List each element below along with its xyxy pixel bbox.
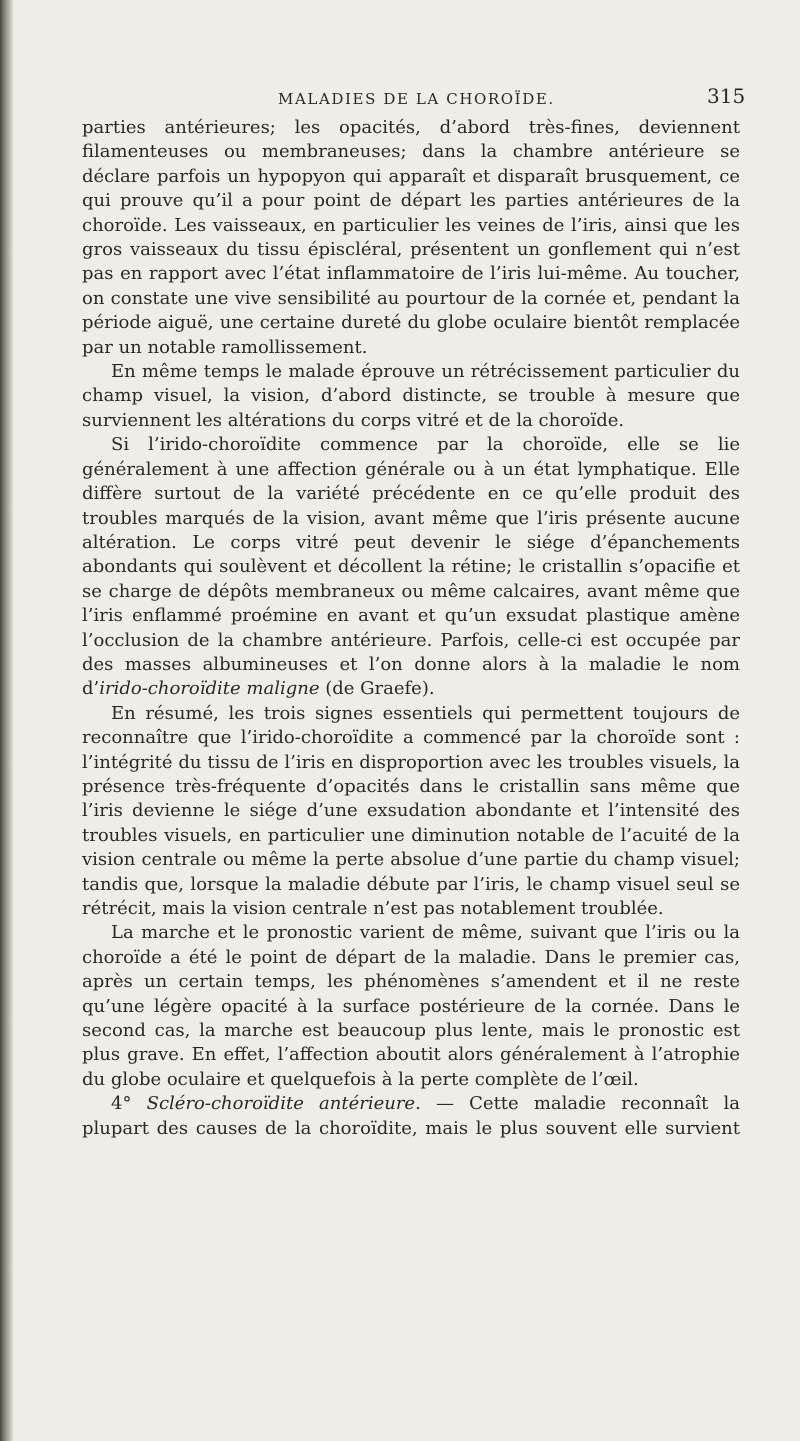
paragraph	[82, 433, 740, 701]
paragraph-text: La marche et le pronostic varient de même, suivant que l’iris ou la choroïde a été le point de départ de la maladie. Dans le premier cas, après un certain temps, les phénomènes s’amendent et il ne reste qu’une légère opacité à la surface postérieure de la cornée. Dans le second cas, la marche est beaucoup plus lente, mais le pronostic est plus grave. En effet, l’affection aboutit alors généralement à l’atrophie du globe oculaire et quelquefois à la perte complète de l’œil.	[82, 922, 740, 1090]
paragraph-text: (de Graefe).	[319, 678, 435, 700]
page-binding-edge	[0, 0, 14, 1441]
paragraph	[82, 360, 740, 433]
paragraph-text: Si l’irido-choroïdite commence par la choroïde, elle se lie généralement à une affection générale ou à un état lymphatique. Elle diffère surtout de la variété précédente en ce qu’elle produit des troubles marqués de la vision, avant même que l’iris présente aucune altération. Le corps vitré peut devenir le siége d’épanchements abondants qui soulèvent et décollent la rétine; le cristallin s’opacifie et se charge de dépôts membraneux ou même calcaires, avant même que l’iris enflammé proémine en avant et qu’un exsudat plastique amène l’occlusion de la chambre antérieure. Parfois, celle-ci est occupée par des masses albumineuses et l’on donne alors à la maladie le nom d’	[82, 434, 740, 700]
paragraph-text: En résumé, les trois signes essentiels qui permettent toujours de reconnaître que l’irido-choroïdite a commencé par la choroïde sont : l’intégrité du tissu de l’iris en disproportion avec les troubles visuels, la présence très-fréquente d’opacités dans le cristallin sans même que l’iris devienne le siége d’une exsudation abondante et l’intensité des troubles visuels, en particulier une diminution notable de l’acuité de la vision centrale ou même la perte absolue d’une partie du champ visuel; tandis que, lorsque la maladie débute par l’iris, le champ visuel seul se rétrécit, mais la vision centrale n’est pas notablement troublée.	[82, 702, 740, 919]
paragraph	[82, 116, 740, 360]
paragraph	[82, 702, 740, 922]
page-number: 315	[707, 84, 746, 108]
paragraph	[82, 921, 740, 1092]
body-text	[82, 116, 740, 1141]
italic-term: irido-choroïdite maligne	[99, 678, 320, 700]
section-number: 4°	[111, 1093, 132, 1115]
section-title: Scléro-choroïdite antérieure.	[146, 1093, 421, 1115]
paragraph-text: parties antérieures; les opacités, d’abord très-fines, deviennent filamenteuses ou membraneuses; dans la chambre antérieure se déclare parfois un hypopyon qui apparaît et disparaît brusquement, ce qui prouve qu’il a pour point de départ les parties antérieures de la choroïde. Les vaisseaux, en particulier les veines de l’iris, ainsi que les gros vaisseaux du tissu épiscléral, présentent un gonflement qui n’est pas en rapport avec l’état inflammatoire de l’iris lui-même. Au toucher, on constate une vive sensibilité au pourtour de la cornée et, pendant la période aiguë, une certaine dureté du globe oculaire bientôt remplacée par un notable ramollissement.	[82, 117, 740, 358]
paragraph-text: — Cette maladie reconnaît la plupart des causes de la choroïdite, mais le plus souvent elle survient	[82, 1093, 740, 1139]
section-paragraph	[82, 1092, 740, 1141]
running-head: MALADIES DE LA CHOROÏDE.	[278, 90, 555, 108]
page-header	[0, 84, 800, 112]
paragraph-text: En même temps le malade éprouve un rétrécissement particulier du champ visuel, la vision, d’abord distincte, se trouble à mesure que surviennent les altérations du corps vitré et de la choroïde.	[82, 361, 740, 431]
